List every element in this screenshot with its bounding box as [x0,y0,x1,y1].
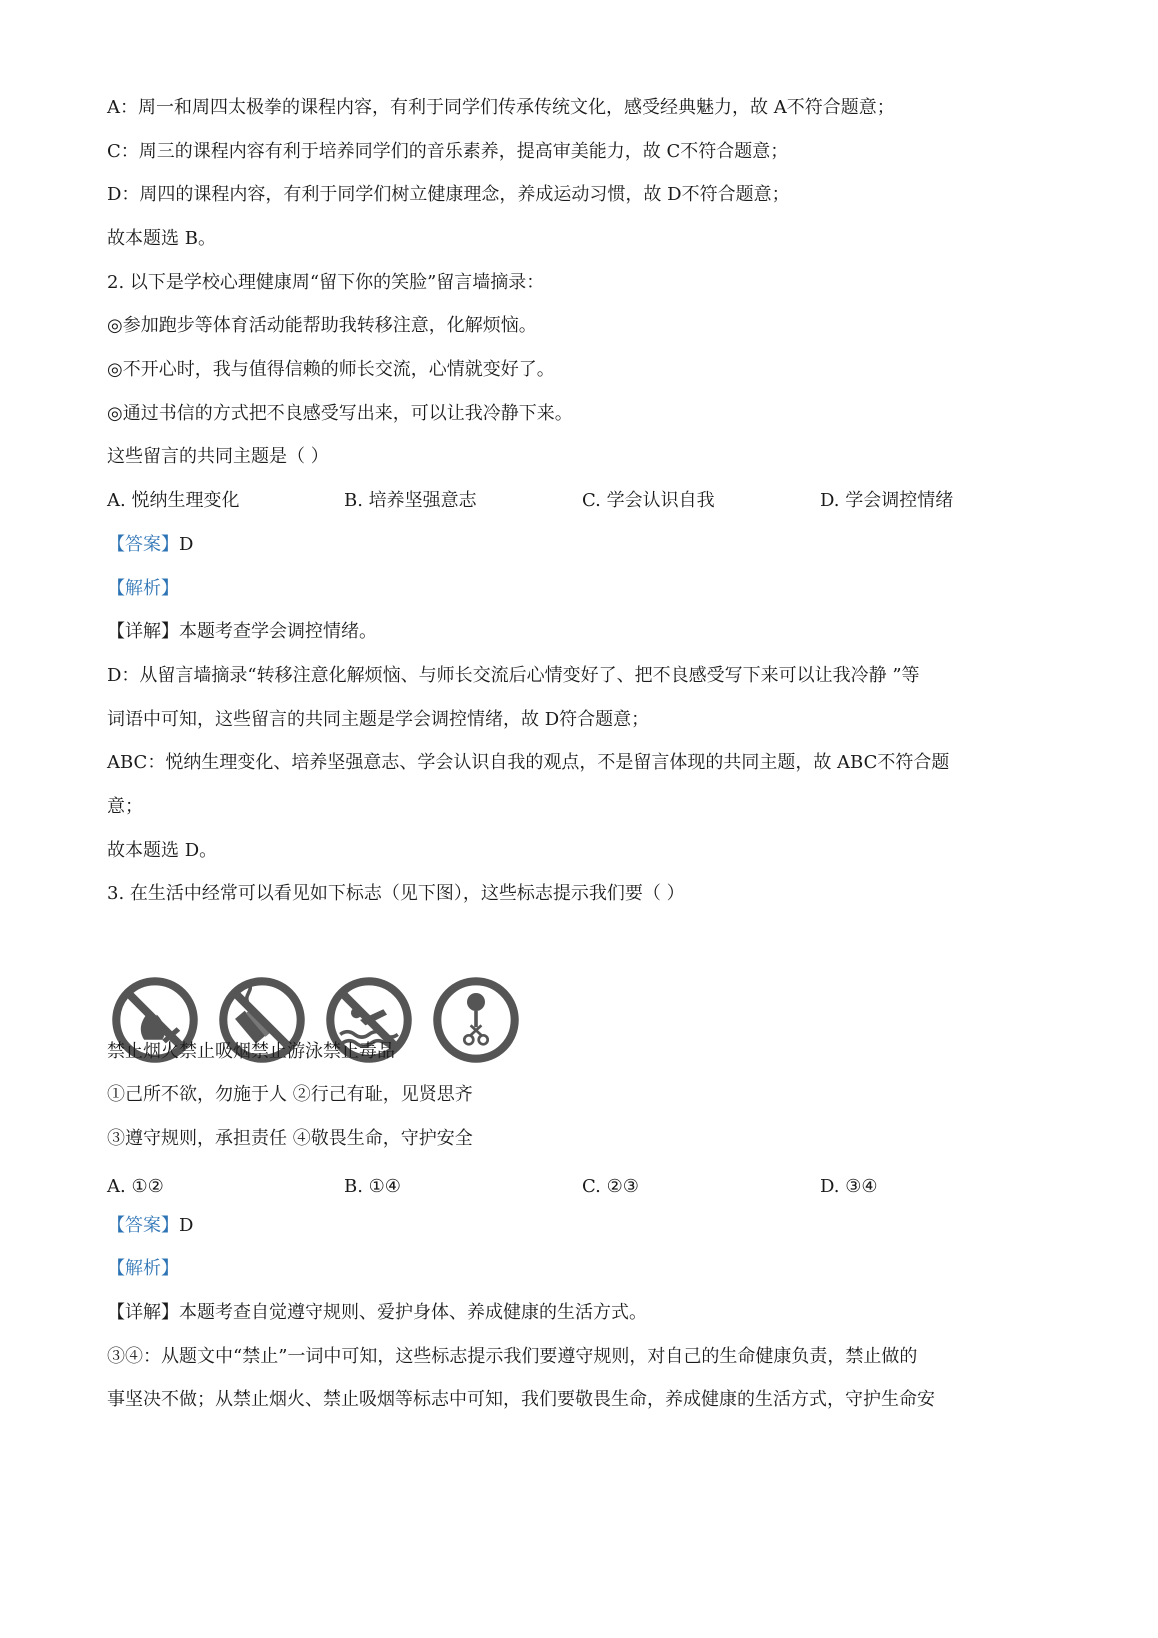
text-line: C：周三的课程内容有利于培养同学们的音乐素养，提高审美能力，故 C不符合题意； [107,141,789,162]
answer-value: D [179,1215,194,1236]
option-a: A. 悦纳生理变化 [107,490,240,511]
detail-tag: 【详解】 [107,1302,179,1323]
option-c: C. ②③ [582,1176,639,1197]
detail-tag: 【详解】 [107,621,179,642]
question-2-ask: 这些留言的共同主题是（ ） [107,446,329,467]
option-d: D. 学会调控情绪 [820,490,954,511]
detail-text: 本题考查学会调控情绪。 [179,621,377,642]
option-d: D. ③④ [820,1176,878,1197]
analysis-tag: 【解析】 [107,1258,179,1279]
analysis-tag: 【解析】 [107,578,179,599]
explanation-line: 故本题选 D。 [107,840,218,861]
detail-line [107,620,377,644]
question-3-stem: 3. 在生活中经常可以看见如下标志（见下图），这些标志提示我们要（ ） [107,883,685,904]
option-b: B. 培养坚强意志 [344,490,477,511]
option-c: C. 学会认识自我 [582,490,715,511]
no-drugs-sign [431,975,521,1065]
explanation-line: 词语中可知，这些留言的共同主题是学会调控情绪，故 D符合题意； [107,709,650,730]
detail-line [107,1301,647,1325]
answer-line [107,1214,193,1238]
explanation-line: D：从留言墙摘录“转移注意化解烦恼、与师长交流后心情变好了、把不良感受写下来可以让我冷静 ”等 [107,665,920,686]
sign-caption: 禁止烟火禁止吸烟禁止游泳禁止毒品 [107,1041,395,1062]
message-line: ◎参加跑步等体育活动能帮助我转移注意，化解烦恼。 [107,315,537,336]
explanation-line: ABC：悦纳生理变化、培养坚强意志、学会认识自我的观点，不是留言体现的共同主题，故 ABC不符合题 [107,752,950,773]
option-b: B. ①④ [344,1176,401,1197]
explanation-line: ③④：从题文中“禁止”一词中可知，这些标志提示我们要遵守规则，对自己的生命健康负责，禁止做的 [107,1346,918,1367]
text-line: A：周一和周四太极拳的课程内容，有利于同学们传承传统文化，感受经典魅力，故 A不符合题意； [107,97,895,118]
message-line: ◎不开心时，我与值得信赖的师长交流，心情就变好了。 [107,359,555,380]
option-a: A. ①② [107,1176,164,1197]
answer-tag: 【答案】 [107,534,179,555]
explanation-line: 意； [107,796,143,817]
statement-line: ③遵守规则，承担责任 ④敬畏生命，守护安全 [107,1128,473,1149]
answer-value: D [179,534,194,555]
answer-line [107,533,193,557]
detail-text: 本题考查自觉遵守规则、爱护身体、养成健康的生活方式。 [179,1302,647,1323]
message-line: ◎通过书信的方式把不良感受写出来，可以让我冷静下来。 [107,403,573,424]
statement-line: ①己所不欲，勿施于人 ②行己有耻，见贤思齐 [107,1084,473,1105]
answer-tag: 【答案】 [107,1215,179,1236]
text-line: 故本题选 B。 [107,228,216,249]
question-2-stem: 2. 以下是学校心理健康周“留下你的笑脸”留言墙摘录： [107,272,545,293]
text-line: D：周四的课程内容，有利于同学们树立健康理念，养成运动习惯，故 D不符合题意； [107,184,790,205]
explanation-line: 事坚决不做；从禁止烟火、禁止吸烟等标志中可知，我们要敬畏生命，养成健康的生活方式，守护生命安 [107,1389,935,1410]
